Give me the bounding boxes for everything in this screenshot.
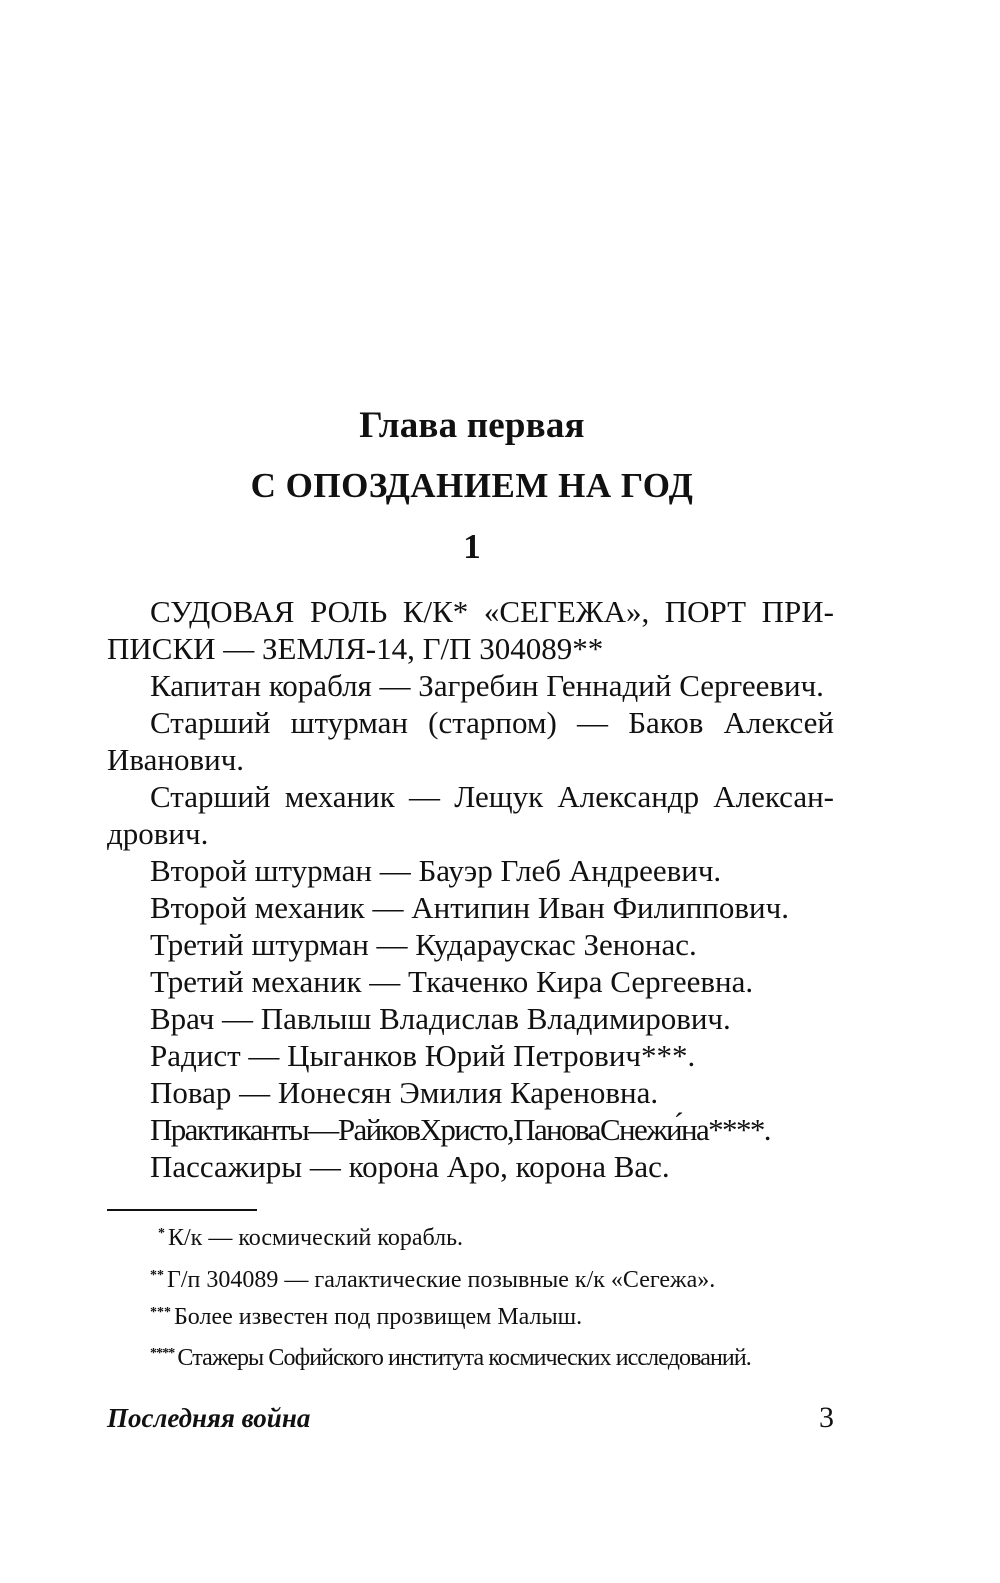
chapter-title: С ОПОЗДАНИЕМ НА ГОД xyxy=(250,466,694,505)
footnote-text: К/к — космический корабль. xyxy=(168,1225,464,1251)
footnote-text: Стажеры Софийского института космических исследований. xyxy=(177,1345,751,1371)
footnote-text: Более известен под прозвищем Малыш. xyxy=(174,1304,583,1330)
crew-second-mechanic: Второй механик — Антипин Иван Филиппович. xyxy=(150,890,789,925)
footnote xyxy=(158,1219,848,1253)
crew-senior-navigator-line-1: Старший штурман (старпом) — Баков Алексей xyxy=(150,705,834,740)
section-number: 1 xyxy=(463,527,481,566)
footnote-mark: **** xyxy=(150,1346,175,1361)
chapter-label: Глава первая xyxy=(359,405,585,446)
footnote-mark: *** xyxy=(150,1305,171,1320)
page-number: 3 xyxy=(819,1401,834,1434)
footnote xyxy=(150,1298,840,1332)
crew-doctor: Врач — Павлыш Владислав Владимирович. xyxy=(150,1001,731,1036)
crew-captain: Капитан корабля — Загребин Геннадий Сергеевич. xyxy=(150,668,824,703)
crew-senior-mechanic-line-2: дрович. xyxy=(107,816,209,851)
crew-third-navigator: Третий штурман — Кудараускас Зенонас. xyxy=(150,927,697,962)
crew-interns: Практиканты — Райков Христо, Панова Снежи́на****. xyxy=(150,1112,770,1147)
crew-second-navigator: Второй штурман — Бауэр Глеб Андреевич. xyxy=(150,853,722,888)
footnote-mark: * xyxy=(158,1226,165,1241)
crew-senior-mechanic-line-1: Старший механик — Лещук Александр Алексан- xyxy=(150,779,834,814)
footnote xyxy=(150,1339,840,1373)
footnote-divider xyxy=(107,1209,257,1211)
running-footer-title: Последняя война xyxy=(107,1403,311,1433)
crew-cook: Повар — Ионесян Эмилия Кареновна. xyxy=(150,1075,659,1110)
footnote-mark: ** xyxy=(150,1268,164,1283)
footnote-text: Г/п 304089 — галактические позывные к/к «Сегежа». xyxy=(167,1267,716,1293)
crew-third-mechanic: Третий механик — Ткаченко Кира Сергеевна. xyxy=(150,964,754,999)
crew-radio-operator: Радист — Цыганков Юрий Петрович***. xyxy=(150,1038,696,1073)
footnote xyxy=(150,1261,840,1295)
crew-passengers: Пассажиры — корона Аро, корона Вас. xyxy=(150,1149,670,1184)
ship-roll-heading-line-1: СУДОВАЯ РОЛЬ К/К* «СЕГЕЖА», ПОРТ ПРИ- xyxy=(150,594,834,629)
crew-senior-navigator-line-2: Иванович. xyxy=(107,742,245,777)
ship-roll-heading-line-2: ПИСКИ — ЗЕМЛЯ-14, Г/П 304089** xyxy=(107,631,604,666)
